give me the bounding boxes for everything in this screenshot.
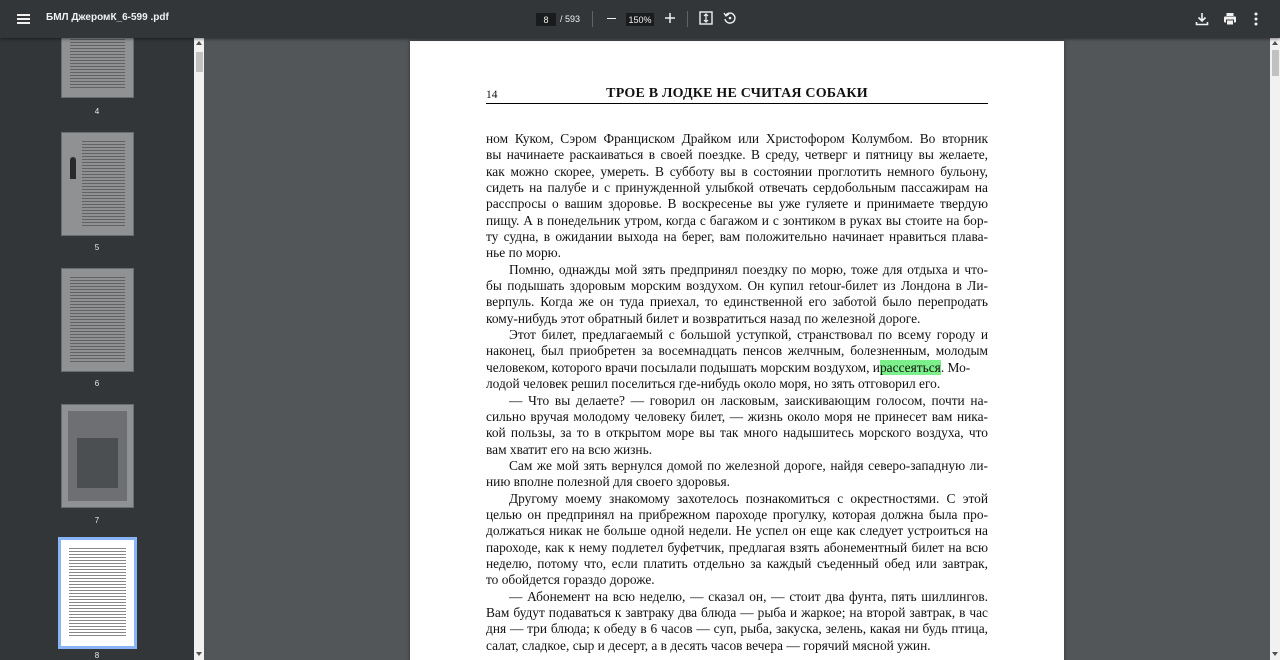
text-line: дня — три блюда; к обеду в 6 часов — суп, рыба, закуска, зелень, какая ни будь птица, <box>486 621 988 637</box>
text-line: пищу. А в понедельник утром, когда с багажом и с зонтиком в руках вы стоите на бор- <box>486 212 988 228</box>
fit-page-icon <box>699 11 713 25</box>
sidebar-scrollbar[interactable] <box>194 38 204 660</box>
pdf-page <box>410 41 1064 660</box>
text-line: должаться никак не больше одной недели. Не успел он еще как следует устроиться на <box>486 523 988 539</box>
thumbnail-page-label: 4 <box>94 107 100 116</box>
toolbar-divider <box>687 11 688 27</box>
highlighted-word[interactable]: рассеяться <box>879 359 941 375</box>
text-line: — Абонемент на всю неделю, — сказал он, — стоит два фунта, пять шиллингов. <box>509 588 988 604</box>
text-line: нье по морю. <box>486 245 561 261</box>
thumbnail-page-label: 8 <box>94 651 100 660</box>
text-line: пароходе, как к нему подлетел буфетчик, предлагая взять абонементный билет на всю <box>486 539 988 555</box>
page-body-text <box>486 131 988 654</box>
page-header <box>486 85 988 104</box>
text-line: — Что вы делаете? — говорил он ласковым, заискивающим голосом, почти на- <box>509 392 988 408</box>
text-line: как можно скорее, умереть. В субботу вы в состоянии проглотить немного бульону, <box>486 163 988 179</box>
page-thumbnail[interactable] <box>61 38 134 98</box>
text-line: неделю, потому что, если платить отдельно за каждый съеденный обед или завтрак, <box>486 555 988 571</box>
text-line: салат, сладкое, сыр и десерт, а в десять часов вечера — горячий мясной ужин. <box>486 637 931 653</box>
text-line: расспросы о вашим здоровье. В воскресенье вы уже гуляете и принимаете твердую <box>486 196 988 212</box>
fit-to-page-button[interactable] <box>698 10 714 26</box>
text-line <box>486 360 988 376</box>
text-line: целью он предпринял на прибрежном пароходе прогулку, которая должна была про- <box>486 506 988 522</box>
text-line: бы подышать здоровым морским воздухом. Он купил retour-билет из Лондона в Ли- <box>486 278 988 294</box>
text-line: Другому моему знакомому захотелось познакомиться с окрестностями. С этой <box>509 490 988 506</box>
thumbnail-page-label: 6 <box>94 379 100 388</box>
sidebar-scrollbar-thumb[interactable] <box>196 52 203 72</box>
page-thumbnail[interactable] <box>61 268 134 372</box>
zoom-out-button[interactable] <box>603 10 619 26</box>
text-line: нию вполне полезной для своего здоровья. <box>486 474 731 490</box>
pdf-toolbar <box>0 0 1280 38</box>
text-line: лодой человек решил поселиться где-нибудь около моря, но зять отговорил его. <box>486 376 941 392</box>
thumbnail-illustration <box>70 157 76 179</box>
text-line: Помню, однажды мой зять предпринял поездку по морю, тоже для отдыха и что- <box>509 261 988 277</box>
text-line: ту судна, в ожидании выхода на берег, вам положительно начинает нравиться плава- <box>486 229 988 245</box>
rotate-button[interactable] <box>722 10 738 26</box>
text-line: ном Куком, Сэром Франциском Драйком или Христофором Колумбом. Во вторник <box>486 131 988 146</box>
page-thumbnail-selected[interactable] <box>58 537 137 649</box>
menu-icon[interactable] <box>12 9 34 29</box>
document-title: БМЛ ДжеромК_6-599 .pdf <box>46 12 169 23</box>
rotate-icon <box>723 11 737 25</box>
print-button[interactable] <box>1221 10 1239 28</box>
page-number: 14 <box>486 89 498 101</box>
text-line: сильно вручая молодому человеку билет, — жизнь около моря не принесет вам ника- <box>486 408 988 424</box>
page-total: / 593 <box>560 14 581 24</box>
text-line: Вам будут подаваться к завтраку два блюда — рыба и жаркое; на второй завтрак, в час <box>486 604 988 620</box>
scroll-up-arrow-icon[interactable] <box>1272 41 1278 45</box>
text-line: Сам же мой зять вернулся домой по железной дороге, найдя северо-западную ли- <box>509 457 988 473</box>
text-line: кой пользы, за то в открытом море вы так много надышитесь морского воздуха, что <box>486 425 988 441</box>
text-line: Этот билет, предлагаемый с большой уступкой, странствовал по всему городу и <box>509 327 988 343</box>
page-number-input[interactable] <box>536 13 556 26</box>
print-icon <box>1223 12 1237 26</box>
text-fragment: человеком, которого врачи посылали подышать морским воздухом, и <box>486 359 880 375</box>
text-fragment: . Мо- <box>940 359 971 375</box>
page-thumbnail[interactable] <box>61 404 134 508</box>
scroll-up-arrow-icon[interactable] <box>196 41 202 45</box>
toolbar-divider <box>592 11 593 27</box>
page-thumbnail[interactable] <box>61 132 134 236</box>
zoom-in-button[interactable] <box>662 10 678 26</box>
thumbnail-sidebar <box>0 38 194 660</box>
running-title: ТРОЕ В ЛОДКЕ НЕ СЧИТАЯ СОБАКИ <box>606 86 868 101</box>
text-line: сидеть на палубе и с принужденной улыбкой отвечать сердобольным пассажирам на <box>486 180 988 196</box>
more-options-button[interactable] <box>1249 10 1263 28</box>
thumbnail-page-label: 7 <box>94 516 100 525</box>
plus-icon <box>664 12 676 24</box>
scroll-down-arrow-icon[interactable] <box>196 652 202 656</box>
text-line: вы начинаете раскаиваться в своей поездке. В среду, четверг и пятницу вы желаете, <box>486 147 988 163</box>
main-scrollbar[interactable] <box>1270 38 1280 660</box>
text-line: наконец, был приобретен за восемнадцать пенсов желчным, болезненным, молодым <box>486 343 988 359</box>
download-button[interactable] <box>1193 10 1211 28</box>
more-vert-icon <box>1254 12 1258 26</box>
scroll-down-arrow-icon[interactable] <box>1272 652 1278 656</box>
text-line: то обойдется гораздо дороже. <box>486 572 655 588</box>
zoom-input[interactable] <box>626 13 654 26</box>
minus-icon <box>607 18 616 19</box>
text-line: верпуль. Когда же он туда приехал, то единственной его заботой было перепродать <box>486 294 988 310</box>
thumbnail-illustration <box>68 411 127 501</box>
download-icon <box>1195 12 1209 26</box>
text-line: кому-нибудь этот обратный билет и возвратиться назад по железной дороге. <box>486 310 921 326</box>
thumbnail-page-label: 5 <box>94 243 100 252</box>
text-line: вам хватит его на всю жизнь. <box>486 441 653 457</box>
main-scrollbar-thumb[interactable] <box>1272 50 1279 76</box>
